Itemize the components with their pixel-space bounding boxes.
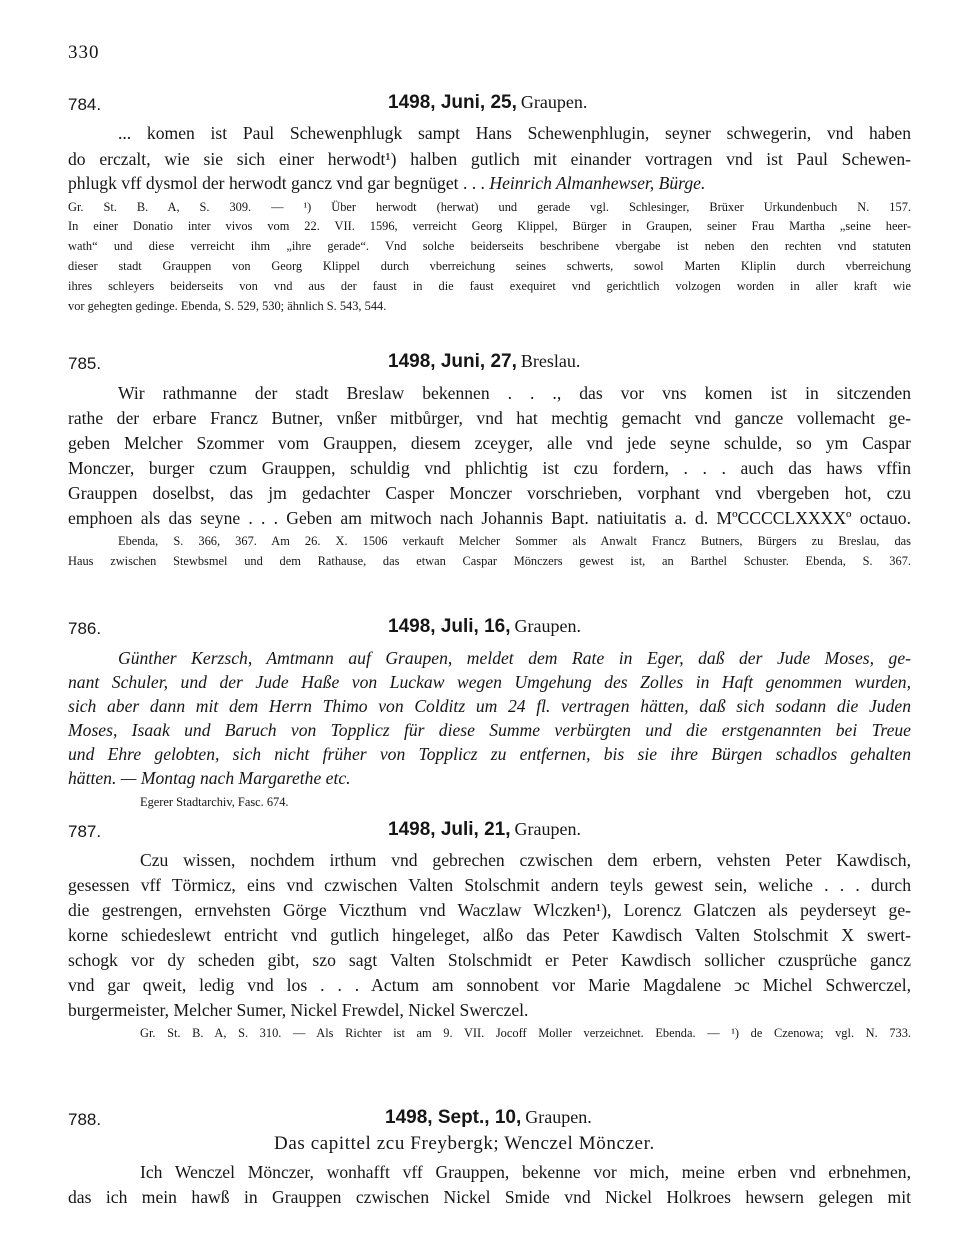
entry-date: 1498, Juli, 21,: [388, 819, 511, 840]
footnote-line: vor gehegten gedinge. Ebenda, S. 529, 530; ähnlich S. 543, 544.: [68, 299, 387, 313]
text-line: Wir rathmanne der stadt Breslaw bekennen . . ., das vor vns komen ist in sitczenden: [118, 383, 911, 403]
entry-number: 784.: [68, 95, 102, 114]
footnote-line: wath“ und diese verreicht ihm „ihre gerade“. Vnd solche beiderseits beschribene vbergabe ist neben den rechten vnd statuten: [68, 239, 911, 253]
text-line: Czu wissen, nochdem irthum vnd gebrechen czwischen dem erbern, vehsten Peter Kawdisch,: [140, 850, 911, 870]
text-line: und Ehre gelobten, sich nicht früher von Topplicz zu entfernen, bis sie ihre Bürgen schadlos gehalten: [68, 744, 911, 764]
text-line: [68, 171, 705, 195]
text-line: geben Melcher Szommer vom Grauppen, diesem zceyger, alle vnd jede seyne schulde, so ym Caspar: [68, 433, 911, 453]
footnote-line: Haus zwischen Stewbsmel und dem Rathause, das etwan Caspar Mönczers gewest ist, an Barthel Schuster. Ebenda, S. 367.: [68, 554, 911, 568]
entry-date: 1498, Juni, 25,: [388, 92, 517, 113]
text-line: Monczer, burger czum Grauppen, schuldig vnd phlichtig ist czu fordern, . . . auch das haws vffin: [68, 458, 911, 478]
entry-heading: [388, 819, 581, 841]
entry-date: 1498, Juni, 27,: [388, 351, 517, 372]
text-line: emphoen als das seyne . . . Geben am mitwoch nach Johannis Bapt. natiuitatis a. d. MºCCCCLXXXXº octauo.: [68, 508, 911, 528]
text-line: Ich Wenczel Mönczer, wonhafft vff Grauppen, bekenne vor mich, meine erben vnd erbnehmen,: [140, 1162, 911, 1182]
entry-heading: [388, 351, 580, 373]
text-line: schogk vor dy scheden gibt, szo sagt Valten Stolschmidt er Peter Kawdisch sollicher czusprüche gancz: [68, 950, 911, 970]
text-line: nant Schuler, und der Jude Haße von Luckaw wegen Umgehung des Zolles in Haft genommen wurden,: [68, 672, 911, 692]
text-line: rathe der erbare Francz Butner, vnßer mitbůrger, vnd hat mechtig gemacht vnd gancze vollemacht ge-: [68, 408, 911, 428]
entry-number: 787.: [68, 822, 102, 841]
entry-heading: [388, 616, 581, 638]
text-segment: phlugk vff dysmol der herwodt gancz vnd gar begnüget . . .: [68, 173, 485, 193]
footnote-line: Ebenda, S. 366, 367. Am 26. X. 1506 verkauft Melcher Sommer als Anwalt Francz Butners, Bürgers zu Breslau, das: [118, 534, 911, 548]
text-line: ... komen ist Paul Schewenphlugk sampt Hans Schewenphlugin, seyner schwegerin, vnd haben: [118, 123, 911, 143]
entry-heading: [388, 92, 587, 114]
text-line: Moses, Isaak und Baruch von Topplicz für diese Summe verbürgten und die erstgenannten bei Treue: [68, 720, 911, 740]
entry-subtitle: Das capittel zcu Freybergk; Wenczel Mönczer.: [274, 1133, 655, 1154]
entry-number: 786.: [68, 619, 102, 638]
text-line: burgermeister, Melcher Sumer, Nickel Frewdel, Nickel Swerczel.: [68, 1000, 529, 1020]
entry-date: 1498, Juli, 16,: [388, 616, 511, 637]
footnote-line: Egerer Stadtarchiv, Fasc. 674.: [140, 795, 289, 809]
entry-place: Graupen.: [514, 819, 582, 839]
entry-date: 1498, Sept., 10,: [385, 1107, 522, 1128]
entry-place: Graupen.: [520, 92, 588, 112]
footnote-line: ihres schleyers beiderseits von vnd aus der faust in die faust exequiret vnd gerichtlich volzogen worden in aller kraft wie: [68, 279, 911, 293]
page-number: 330: [68, 42, 100, 63]
text-line: do erczalt, wie sie sich einer herwodt¹) halben gutlich mit einander vortragen vnd ist Paul Schewen-: [68, 149, 911, 169]
text-line: hätten. — Montag nach Margarethe etc.: [68, 768, 351, 788]
text-line: vnd gar qweit, ledig vnd los . . . Actum am sonnobent vor Marie Magdalene ↄc Michel Schwerczel,: [68, 975, 911, 995]
entry-place: Graupen.: [514, 616, 582, 636]
signature: Heinrich Almanhewser, Bürge.: [489, 173, 706, 193]
text-line: das ich mein hawß in Grauppen czwischen Nickel Smide vnd Nickel Holkroes hewsern gelegen mit: [68, 1187, 911, 1207]
text-line: die gestrengen, ernvehsten Görge Viczthum vnd Waczlaw Wlczken¹), Lorencz Glatczen als peyderseyt ge-: [68, 900, 911, 920]
entry-place: Breslau.: [520, 351, 581, 371]
text-line: Günther Kerzsch, Amtmann auf Graupen, meldet dem Rate in Eger, daß der Jude Moses, ge-: [118, 648, 911, 668]
entry-number: 788.: [68, 1110, 102, 1129]
entry-place: Graupen.: [525, 1107, 592, 1127]
footnote-line: dieser stadt Grauppen von Georg Klippel durch vberreichung seines schwerts, sowol Marten Kliplin durch vberreichung: [68, 259, 911, 273]
text-line: gesessen vff Törmicz, eins vnd czwischen Valten Stolschmit andern teyls gewest sein, weliche . . . durch: [68, 875, 911, 895]
text-line: korne schiedeslewt entricht vnd gutlich hingeleget, alßo das Peter Kawdisch Valten Stolschmit X swert-: [68, 925, 911, 945]
text-line: Grauppen doselbst, das jm gedachter Casper Monczer vorschrieben, vorphant vnd vbergeben hot, czu: [68, 483, 911, 503]
entry-heading: [385, 1107, 592, 1129]
text-line: sich aber dann mit dem Herrn Thimo von Colditz um 24 fl. vertragen hätten, daß sich sodann die Juden: [68, 696, 911, 716]
footnote-line: Gr. St. B. A, S. 310. — Als Richter ist am 9. VII. Jocoff Moller verzeichnet. Ebenda. — ¹) de Czenowa; vgl. N. 733.: [140, 1026, 911, 1040]
footnote-line: In einer Donatio inter vivos vom 22. VII. 1596, verreicht Georg Klippel, Bürger in Graupen, seiner Frau Martha „seine heer-: [68, 219, 911, 233]
entry-number: 785.: [68, 354, 102, 373]
footnote-line: Gr. St. B. A, S. 309. — ¹) Über herwodt (herwat) und gerade vgl. Schlesinger, Brüxer Urkundenbuch N. 157.: [68, 200, 911, 214]
